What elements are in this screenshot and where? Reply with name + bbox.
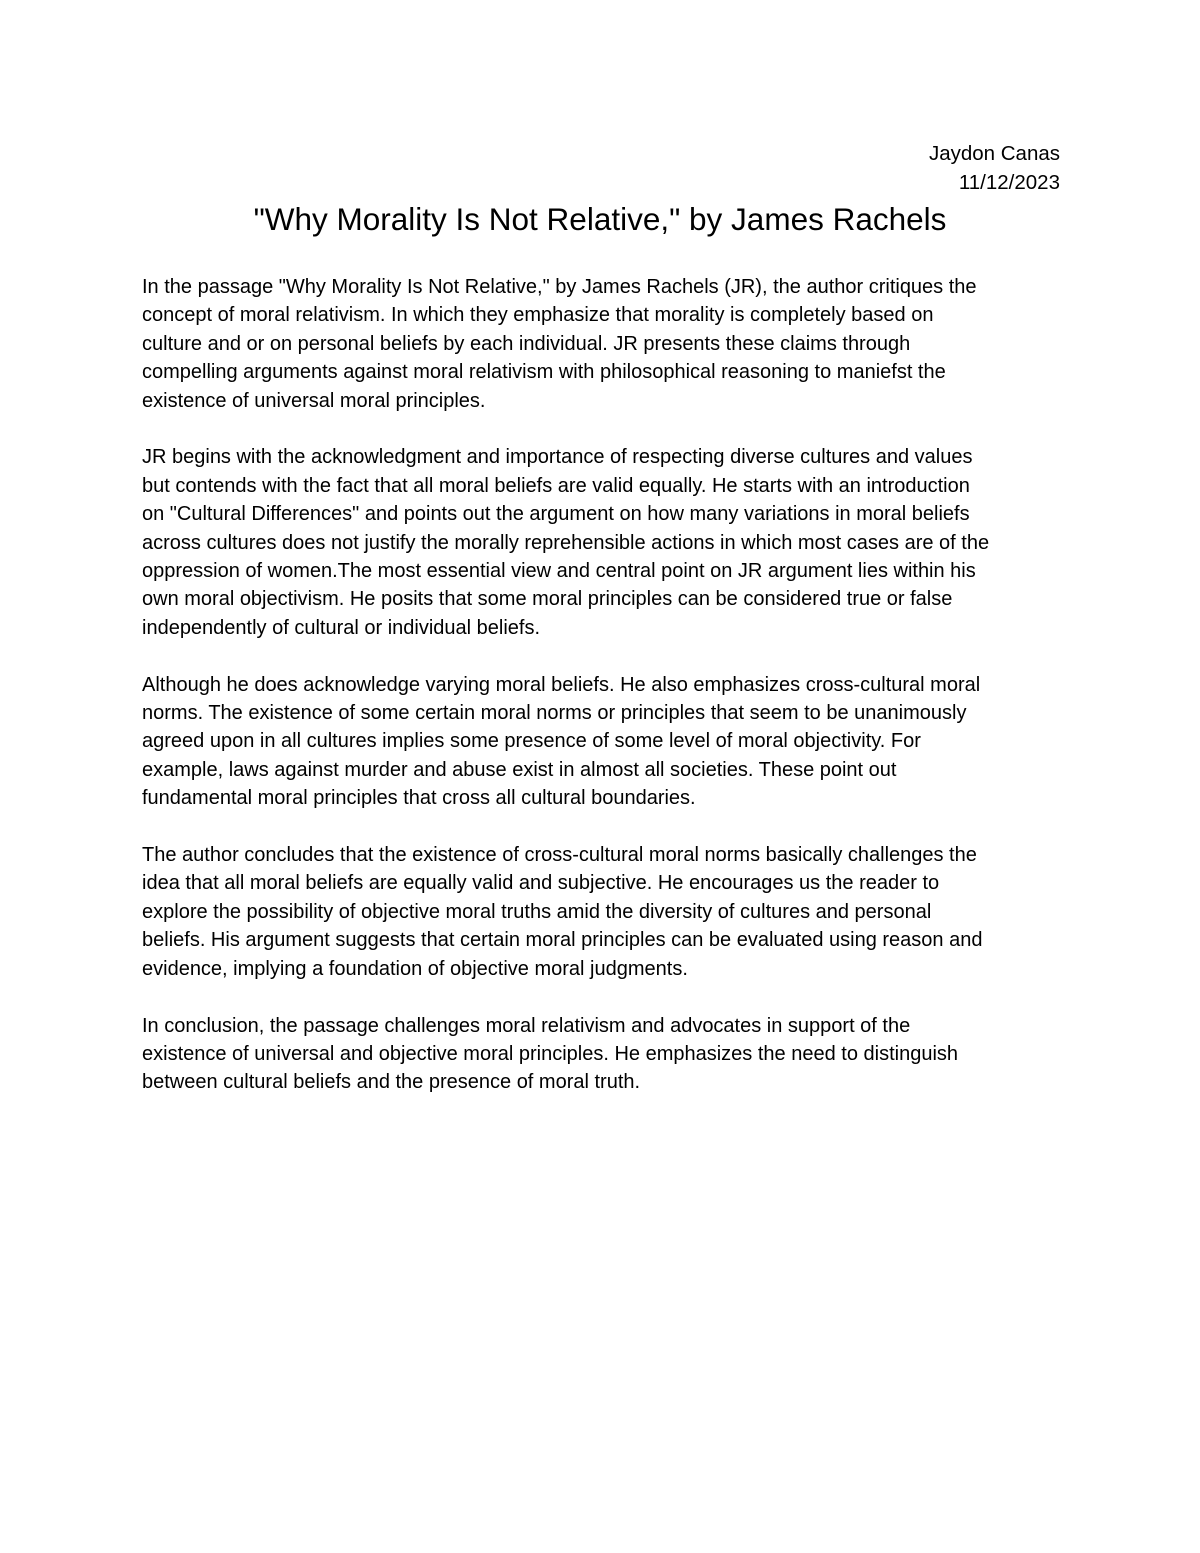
text-line: between cultural beliefs and the presence of moral truth. (142, 1071, 641, 1094)
text-line: explore the possibility of objective moral truths amid the diversity of cultures and personal (142, 900, 932, 923)
text-line: independently of cultural or individual beliefs. (142, 616, 541, 639)
text-line: oppression of women.The most essential view and central point on JR argument lies within his (142, 560, 976, 583)
text-line: beliefs. His argument suggests that certain moral principles can be evaluated using reason and (142, 929, 983, 952)
text-line: culture and or on personal beliefs by each individual. JR presents these claims through (142, 332, 911, 355)
text-line: agreed upon in all cultures implies some presence of some level of moral objectivity. For (142, 730, 921, 753)
text-line: fundamental moral principles that cross all cultural boundaries. (142, 787, 696, 810)
header-block (929, 139, 1060, 197)
paragraph-4 (142, 841, 1072, 983)
text-line: JR begins with the acknowledgment and importance of respecting diverse cultures and values (142, 446, 973, 469)
text-line: example, laws against murder and abuse exist in almost all societies. These point out (142, 758, 897, 781)
text-line: concept of moral relativism. In which they emphasize that morality is completely based on (142, 304, 934, 327)
text-line: idea that all moral beliefs are equally valid and subjective. He encourages us the reader to (142, 872, 940, 895)
text-line: norms. The existence of some certain moral norms or principles that seem to be unanimously (142, 702, 967, 725)
paragraph-1 (142, 273, 1072, 415)
text-line: The author concludes that the existence of cross-cultural moral norms basically challenges the (142, 844, 977, 867)
document-body (142, 273, 1072, 1125)
author-name: Jaydon Canas (928, 142, 1060, 165)
text-line: In the passage "Why Morality Is Not Relative," by James Rachels (JR), the author critiques the (142, 276, 977, 298)
text-line: compelling arguments against moral relativism with philosophical reasoning to maniefst the (142, 361, 946, 384)
text-line: In conclusion, the passage challenges moral relativism and advocates in support of the (142, 1014, 911, 1037)
text-line: existence of universal and objective moral principles. He emphasizes the need to distinguish (142, 1042, 959, 1065)
text-line: evidence, implying a foundation of objective moral judgments. (142, 957, 688, 980)
text-line: own moral objectivism. He posits that some moral principles can be considered true or false (142, 588, 953, 611)
paragraph-2 (142, 443, 1072, 642)
text-line: on "Cultural Differences" and points out the argument on how many variations in moral beliefs (142, 503, 970, 526)
document-date: 11/12/2023 (958, 171, 1060, 194)
text-line: across cultures does not justify the morally reprehensible actions in which most cases are of the (142, 531, 990, 554)
paragraph-5 (142, 1012, 1072, 1097)
text-line: Although he does acknowledge varying moral beliefs. He also emphasizes cross-cultural moral (142, 673, 981, 696)
paragraph-3 (142, 671, 1072, 813)
text-line: but contends with the fact that all moral beliefs are valid equally. He starts with an introduction (142, 474, 970, 497)
document-title: "Why Morality Is Not Relative," by James Rachels (253, 201, 947, 237)
text-line: existence of universal moral principles. (142, 389, 486, 412)
